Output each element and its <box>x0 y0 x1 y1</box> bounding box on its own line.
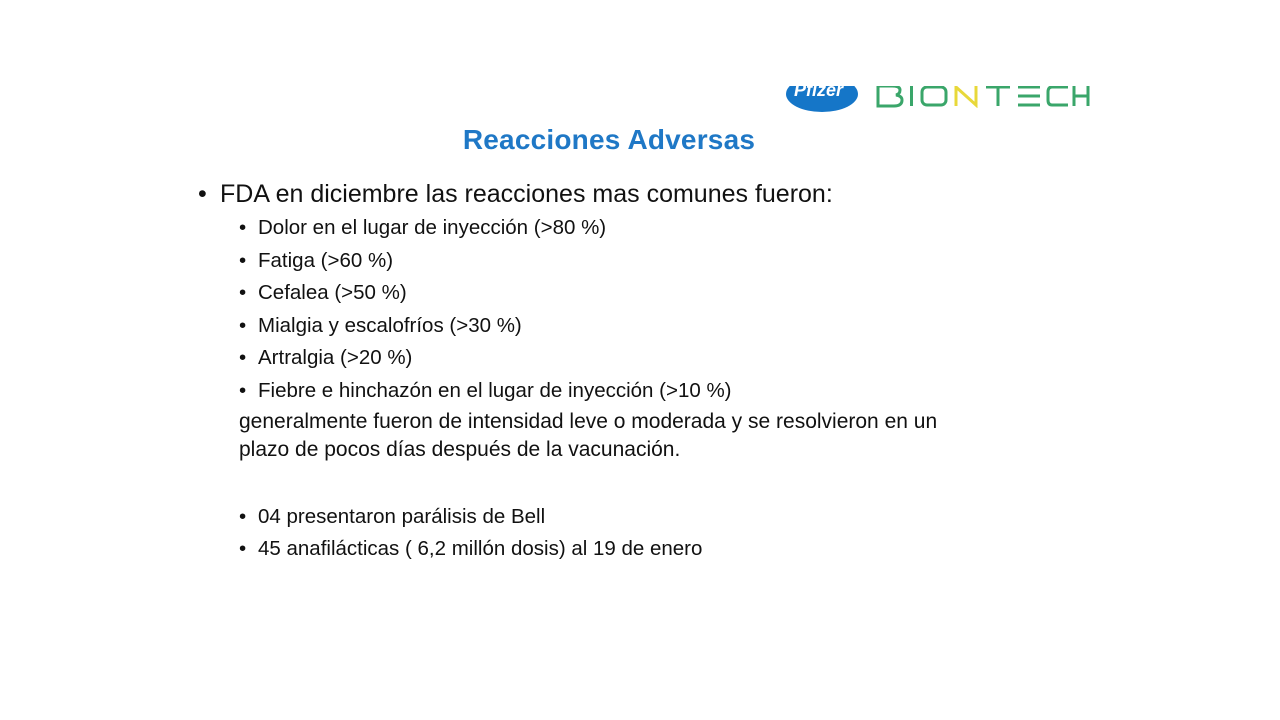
reactions-list <box>198 212 1078 408</box>
spacer <box>198 464 1078 501</box>
slide-content <box>198 176 1078 566</box>
note-paragraph <box>198 408 1039 464</box>
main-bullet-text: FDA en diciembre las reacciones mas comunes fueron: <box>220 180 833 208</box>
extra-points-list <box>198 501 1078 566</box>
svg-text:Pfizer: Pfizer <box>794 80 844 100</box>
slide-title: Reacciones Adversas <box>462 124 756 155</box>
logo-strip <box>780 80 1100 116</box>
list-item-text: 04 presentaron parálisis de Bell <box>258 504 546 528</box>
list-item <box>239 212 1078 245</box>
pfizer-logo <box>784 80 860 116</box>
bullet-dot: • <box>239 216 247 239</box>
bullet-dot: • <box>239 346 247 370</box>
bullet-dot: • <box>198 180 207 208</box>
bullet-dot: • <box>239 281 247 305</box>
main-bullet <box>198 176 1078 212</box>
biontech-logo <box>876 86 1090 108</box>
list-item-text: Mialgia y escalofríos (>30 %) <box>258 313 522 337</box>
list-item-text: Fatiga (>60 %) <box>258 248 394 272</box>
list-item <box>239 533 1078 566</box>
bullet-dot: • <box>239 248 247 272</box>
list-item-text: Artralgia (>20 %) <box>258 346 413 370</box>
bullet-dot: • <box>239 378 247 402</box>
list-item <box>239 375 1078 408</box>
list-item-text: Dolor en el lugar de inyección (>80 %) <box>258 216 607 239</box>
bullet-dot: • <box>239 313 247 337</box>
bullet-dot: • <box>239 504 247 528</box>
list-item <box>239 277 1078 310</box>
list-item-text: Fiebre e hinchazón en el lugar de inyección (>10 %) <box>258 378 732 402</box>
list-item-text: Cefalea (>50 %) <box>258 281 407 305</box>
list-item-text: 45 anafilácticas ( 6,2 millón dosis) al 19 de enero <box>258 537 703 561</box>
list-item <box>239 245 1078 278</box>
note-line: plazo de pocos días después de la vacunación. <box>239 437 681 461</box>
list-item <box>239 310 1078 343</box>
bullet-dot: • <box>239 537 247 561</box>
note-line: generalmente fueron de intensidad leve o moderada y se resolvieron en un <box>239 409 938 433</box>
list-item <box>239 342 1078 375</box>
list-item <box>239 501 1078 534</box>
